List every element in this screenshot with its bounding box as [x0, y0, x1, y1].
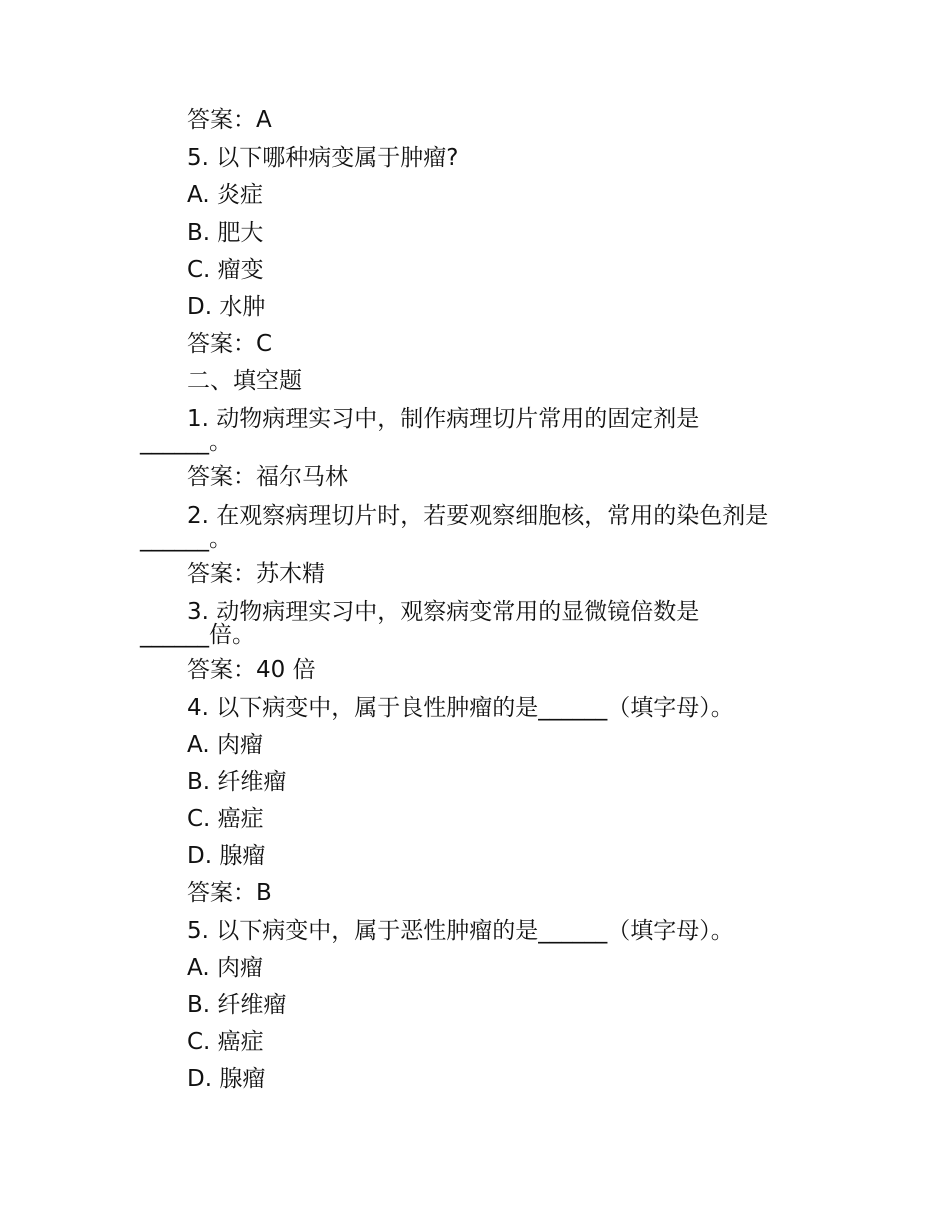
fill-question-1-answer: 答案：福尔马林	[187, 464, 348, 490]
fill-question-2-text: 2. 在观察病理切片时，若要观察细胞核，常用的染色剂是	[187, 503, 769, 529]
fill-question-5-text: 5. 以下病变中，属于恶性肿瘤的是______（填字母）。	[187, 918, 734, 944]
fill-question-4-option-b: B. 纤维瘤	[187, 769, 287, 795]
fill-question-3-blank: ______倍。	[140, 622, 255, 648]
question-5-answer: 答案：C	[187, 331, 273, 357]
fill-question-4-text: 4. 以下病变中，属于良性肿瘤的是______（填字母）。	[187, 695, 734, 721]
question-5-text: 5. 以下哪种病变属于肿瘤?	[187, 145, 459, 171]
fill-question-3-answer: 答案：40 倍	[187, 657, 316, 683]
question-5-option-d: D. 水肿	[187, 294, 266, 320]
fill-question-4-option-a: A. 肉瘤	[187, 732, 263, 758]
section-heading-fill-in: 二、填空题	[187, 368, 302, 394]
fill-question-4-option-d: D. 腺瘤	[187, 843, 266, 869]
fill-question-4-option-c: C. 癌症	[187, 806, 264, 832]
fill-question-2-answer: 答案：苏木精	[187, 561, 325, 587]
fill-question-5-option-b: B. 纤维瘤	[187, 992, 287, 1018]
fill-question-3-text: 3. 动物病理实习中，观察病变常用的显微镜倍数是	[187, 599, 700, 625]
fill-question-1-blank: ______。	[140, 429, 232, 455]
answer-prev-question: 答案：A	[187, 107, 272, 133]
fill-question-1-text: 1. 动物病理实习中，制作病理切片常用的固定剂是	[187, 406, 700, 432]
fill-question-4-answer: 答案：B	[187, 880, 272, 906]
fill-question-5-option-c: C. 癌症	[187, 1029, 264, 1055]
fill-question-5-option-a: A. 肉瘤	[187, 955, 263, 981]
question-5-option-a: A. 炎症	[187, 182, 263, 208]
question-5-option-c: C. 瘤变	[187, 257, 264, 283]
fill-question-2-blank: ______。	[140, 526, 232, 552]
fill-question-5-option-d: D. 腺瘤	[187, 1066, 266, 1092]
question-5-option-b: B. 肥大	[187, 220, 264, 246]
